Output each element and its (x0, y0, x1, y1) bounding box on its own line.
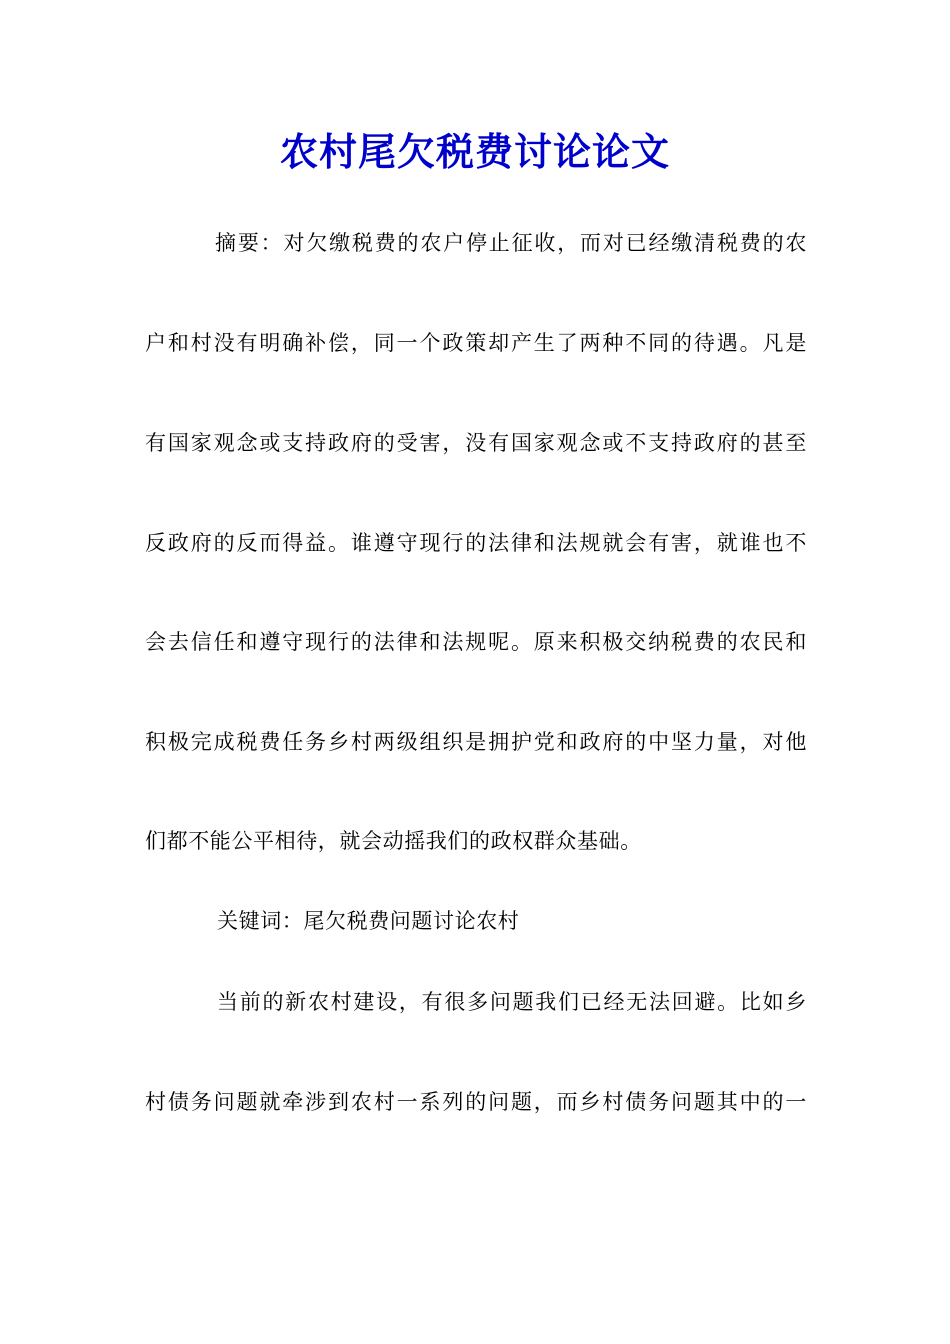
abstract-line: 摘要：对欠缴税费的农户停止征收，而对已经缴清税费的农 (215, 231, 807, 255)
body-line: 村债务问题就牵涉到农村一系列的问题，而乡村债务问题其中的一 (145, 1090, 807, 1114)
abstract-line: 们都不能公平相待，就会动摇我们的政权群众基础。 (145, 829, 642, 853)
abstract-line: 有国家观念或支持政府的受害，没有国家观念或不支持政府的甚至 (145, 431, 807, 455)
body-line: 当前的新农村建设，有很多问题我们已经无法回避。比如乡 (217, 990, 807, 1014)
document-title: 农村尾欠税费讨论论文 (279, 129, 670, 174)
keywords-line: 关键词：尾欠税费问题讨论农村 (217, 909, 520, 933)
abstract-line: 会去信任和遵守现行的法律和法规呢。原来积极交纳税费的农民和 (145, 630, 807, 654)
abstract-line: 积极完成税费任务乡村两级组织是拥护党和政府的中坚力量，对他 (145, 730, 807, 754)
abstract-line: 反政府的反而得益。谁遵守现行的法律和法规就会有害，就谁也不 (145, 531, 807, 555)
abstract-line: 户和村没有明确补偿，同一个政策却产生了两种不同的待遇。凡是 (145, 331, 807, 355)
